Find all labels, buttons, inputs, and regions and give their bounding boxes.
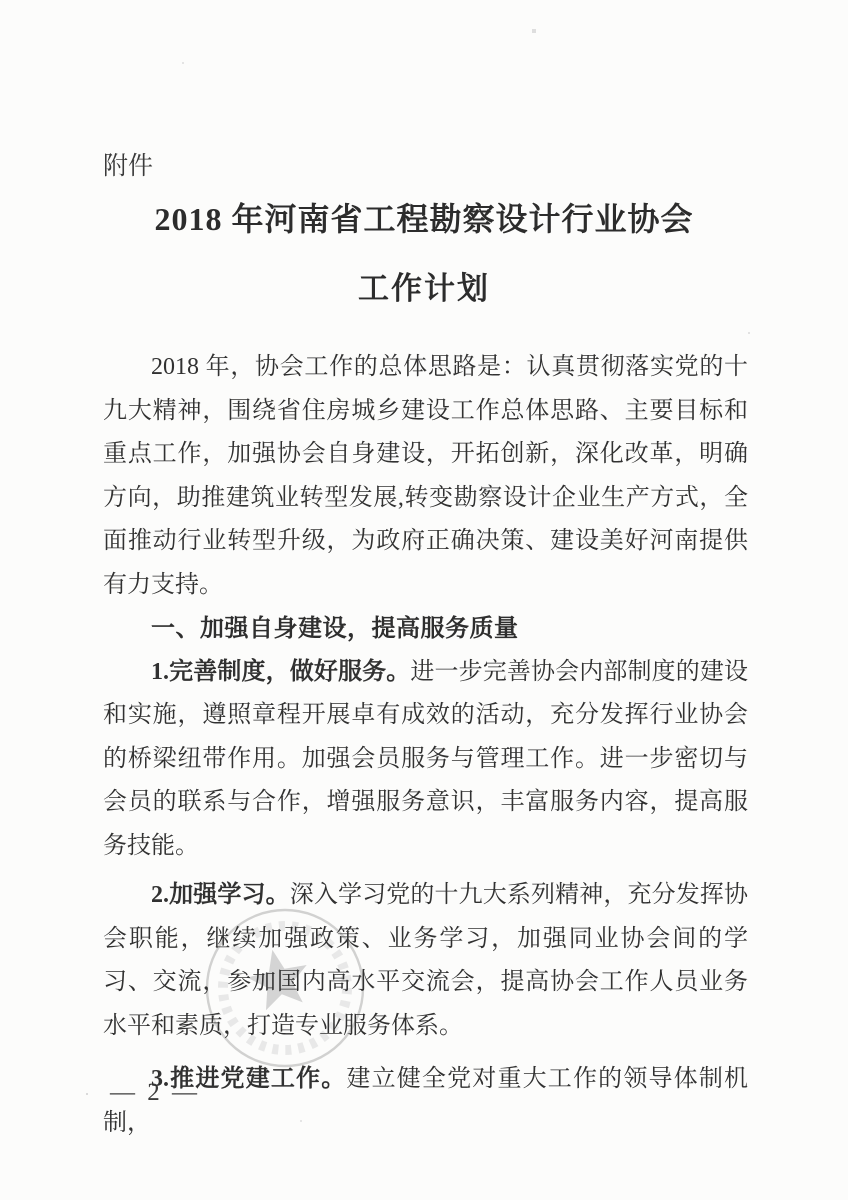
- numbered-paragraph-1: [103, 651, 748, 869]
- paragraph-3-text: 建立健全党对重大工作的领导体制机制，: [103, 1066, 749, 1136]
- paragraph-3-lead: 3.推进党建工作。: [151, 1066, 347, 1092]
- document-title-line1: 2018 年河南省工程勘察设计行业协会: [154, 201, 694, 237]
- section-heading-1: 一、加强自身建设，提高服务质量: [151, 615, 519, 642]
- scan-noise-speckles: [0, 0, 2, 2]
- numbered-paragraph-3: [103, 1058, 748, 1145]
- intro-paragraph: 2018 年，协会工作的总体思路是：认真贯彻落实党的十九大精神，围绕省住房城乡建设工作总体思路、主要目标和重点工作，加强协会自身建设，开拓创新，深化改革，明确方向，助推建筑业转型发展,转变勘察设计企业生产方式，全面推动行业转型升级，为政府正确决策、建设美好河南提供有力支持。: [103, 354, 748, 598]
- paragraph-1-lead: 1.完善制度，做好服务。: [151, 658, 411, 685]
- paragraph-1-text: 进一步完善协会内部制度的建设和实施，遵照章程开展卓有成效的活动，充分发挥行业协会的桥梁纽带作用。加强会员服务与管理工作。进一步密切与会员的联系与合作，增强服务意识，丰富服务内容，提高服务技能。: [103, 658, 748, 859]
- page-number: — 2 —: [110, 1079, 200, 1106]
- document-title-line2: 工作计划: [358, 271, 490, 306]
- paragraph-2-text: 深入学习党的十九大系列精神，充分发挥协会职能，继续加强政策、业务学习，加强同业协会间的学习、交流，参加国内高水平交流会，提高协会工作人员业务水平和素质，打造专业服务体系。: [103, 882, 748, 1039]
- numbered-paragraph-2: [103, 874, 748, 1048]
- paragraph-2-lead: 2.加强学习。: [151, 882, 290, 908]
- attachment-label: 附件: [103, 153, 154, 180]
- document-body: [103, 346, 748, 1145]
